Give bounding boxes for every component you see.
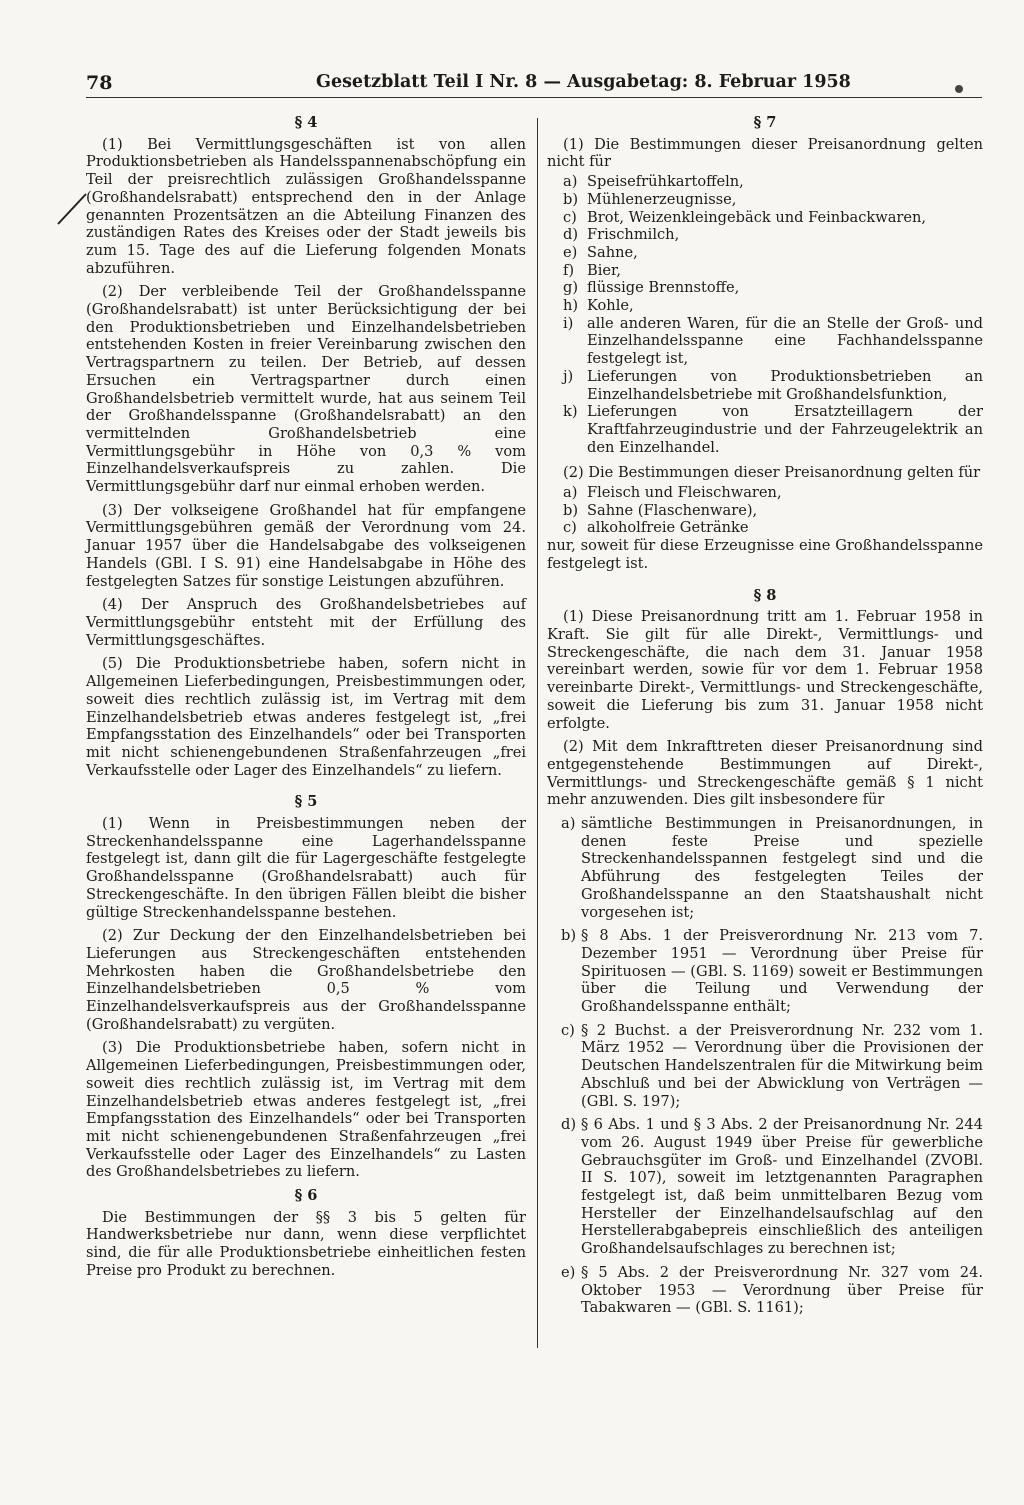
column-divider <box>537 118 538 1348</box>
header-rule <box>86 97 982 98</box>
list-item: d) Frischmilch, <box>563 226 680 244</box>
margin-slash-mark <box>56 192 88 226</box>
s4-paragraph-1: (1) Bei Vermittlungsgeschäften ist von allen Produktionsbetrieben als Handelsspannenabschöpfung ein Teil der preisrechtlich zulässigen Großhandelsspanne (Großhandelsrabatt) entsprechend den in der Anlage genannten Prozentsätzen an die Abteilung Finanzen des zuständigen Rates des Kreises oder der Stadt jeweils bis zum 15. Tage des auf die Lieferung folgenden Monats abzuführen. <box>86 135 526 277</box>
s7-intro-2: (2) Die Bestimmungen dieser Preisanordnung gelten für <box>563 464 981 482</box>
section-title-6: § 6 <box>294 1187 318 1205</box>
s5-paragraph-3: (3) Die Produktionsbetriebe haben, sofern nicht in Allgemeinen Lieferbedingungen, Preisbestimmungen oder, soweit dies rechtlich zulässig ist, im Vertrag mit dem Einzelhandelsbetrieb etwas anderes festgelegt ist, „frei Empfangsstation des Einzelhandels“ oder bei Transporten mit nicht schienengebundenen Straßenfahrzeugen „frei Verkaufsstelle oder Lager des Einzelhandels“ zu Lasten des Großhandelsbetriebes zu liefern. <box>86 1039 526 1181</box>
list-item: a) Fleisch und Fleischwaren, <box>563 484 782 502</box>
list-item: e) Sahne, <box>563 243 638 261</box>
list-item: h) Kohle, <box>563 297 634 315</box>
list-item: b) Mühlenerzeugnisse, <box>563 190 737 208</box>
s8-item: d) § 6 Abs. 1 und § 3 Abs. 2 der Preisanordnung Nr. 244 vom 26. August 1949 über Preise für gewerbliche Gebrauchsgüter im Groß- und Einzelhandel (ZVOBl. II S. 107), soweit im letztgenannten Paragraphen festgelegt ist, daß beim unmittelbaren Bezug vom Hersteller der Einzelhandelsaufschlag auf den Herstellerabgabepreis einschließlich des anteiligen Großhandelsaufschlages zu berechnen ist; <box>561 1116 983 1258</box>
list-item: i) alle anderen Waren, für die an Stelle der Groß- und Einzelhandelsspanne eine Fachhandelsspanne festgelegt ist, <box>563 314 983 368</box>
list-item: k) Lieferungen von Ersatzteillagern der Kraftfahrzeugindustrie und der Fahrzeugelektrik an den Einzelhandel. <box>563 403 983 456</box>
s4-paragraph-4: (4) Der Anspruch des Großhandelsbetriebes auf Vermittlungsgebühr entsteht mit der Erfüllung des Vermittlungsgeschäftes. <box>86 596 526 649</box>
s8-item: c) § 2 Buchst. a der Preisverordnung Nr. 232 vom 1. März 1952 — Verordnung über die Provisionen der Deutschen Handelszentralen für die Mitwirkung beim Abschluß und bei der Abwicklung von Verträgen — (GBl. S. 197); <box>561 1021 983 1110</box>
left-column <box>86 112 526 1286</box>
list-item: b) Sahne (Flaschenware), <box>563 501 758 519</box>
list-item: c) Brot, Weizenkleingebäck und Feinbackwaren, <box>563 208 927 226</box>
s6-paragraph-1: Die Bestimmungen der §§ 3 bis 5 gelten für Handwerksbetriebe nur dann, wenn diese verpflichtet sind, die für alle Produktionsbetriebe einheitlichen festen Preise pro Produkt zu berechnen. <box>86 1208 526 1279</box>
s4-paragraph-5: (5) Die Produktionsbetriebe haben, sofern nicht in Allgemeinen Lieferbedingungen, Preisbestimmungen oder, soweit dies rechtlich zulässig ist, im Vertrag mit dem Einzelhandelsbetrieb etwas anderes festgelegt ist, „frei Empfangsstation des Einzelhandels“ oder bei Transporten mit nicht schienengebundenen Straßenfahrzeugen „frei Verkaufsstelle oder Lager des Einzelhandels“ zu liefern. <box>86 655 526 779</box>
section-title-8: § 8 <box>753 586 777 604</box>
right-column <box>547 112 983 1323</box>
list-item: c) alkoholfreie Getränke <box>563 519 749 537</box>
header-title: Gesetzblatt Teil I Nr. 8 — Ausgabetag: 8. Februar 1958 <box>316 72 851 92</box>
s8-item: e) § 5 Abs. 2 der Preisverordnung Nr. 327 vom 24. Oktober 1953 — Verordnung über Preise für Tabakwaren — (GBl. S. 1161); <box>561 1263 983 1317</box>
s7-exclusion-list <box>547 173 983 456</box>
s8-paragraph-2: (2) Mit dem Inkrafttreten dieser Preisanordnung sind entgegenstehende Bestimmungen auf Direkt-, Vermittlungs- und Streckengeschäfte gemäß § 1 nicht mehr anzuwenden. Dies gilt insbesondere für <box>547 738 983 809</box>
s8-paragraph-1: (1) Diese Preisanordnung tritt am 1. Februar 1958 in Kraft. Sie gilt für alle Direkt-, Vermittlungs- und Streckengeschäfte, die nach dem 31. Januar 1958 vereinbart werden, sowie für vor dem 1. Februar 1958 vereinbarte Direkt-, Vermittlungs- und Streckengeschäfte, soweit die Lieferung bis zum 31. Januar 1958 nicht erfolgte. <box>547 608 983 732</box>
page-header <box>86 66 986 96</box>
s8-item: b) § 8 Abs. 1 der Preisverordnung Nr. 213 vom 7. Dezember 1951 — Verordnung über Preise für Spirituosen — (GBl. S. 1169) soweit er Bestimmungen über die Teilung und Verwendung der Großhandelsspanne enthält; <box>561 927 983 1016</box>
header-dot-mark <box>952 82 966 96</box>
page-number: 78 <box>86 72 113 94</box>
s4-paragraph-2: (2) Der verbleibende Teil der Großhandelsspanne (Großhandelsrabatt) ist unter Berücksichtigung der bei den Produktionsbetrieben und Einzelhandelsbetrieben entstehenden Kosten in freier Vereinbarung zwischen den Vertragspartnern zu teilen. Der Betrieb, auf dessen Ersuchen ein Vertragspartner durch einen Großhandelsbetrieb vermittelt wurde, hat aus seinem Teil der Großhandelsspanne (Großhandelsrabatt) an den vermittelnden Großhandelsbetrieb eine Vermittlungsgebühr in Höhe von 0,3 % vom Einzelhandelsverkaufspreis zu zahlen. Die Vermittlungsgebühr darf nur einmal erhoben werden. <box>86 283 526 496</box>
s7-outro: nur, soweit für diese Erzeugnisse eine Großhandelsspanne festgelegt ist. <box>547 537 983 572</box>
section-title-5: § 5 <box>294 793 318 811</box>
s5-paragraph-1: (1) Wenn in Preisbestimmungen neben der Streckenhandelsspanne eine Lagerhandelsspanne festgelegt ist, dann gilt die für Lagergeschäfte festgelegte Großhandelsspanne (Großhandelsrabatt) auch für Streckengeschäfte. In den übrigen Fällen bleibt die bisher gültige Streckenhandelsspanne bestehen. <box>86 815 526 921</box>
s7-inclusion-list <box>547 484 983 537</box>
section-title-7: § 7 <box>753 114 777 131</box>
s7-intro-1: (1) Die Bestimmungen dieser Preisanordnung gelten nicht für <box>547 135 983 171</box>
list-item: j) Lieferungen von Produktionsbetrieben an Einzelhandelsbetriebe mit Großhandelsfunktion, <box>563 367 983 403</box>
list-item: f) Bier, <box>563 261 622 279</box>
list-item: g) flüssige Brennstoffe, <box>563 279 740 297</box>
s5-paragraph-2: (2) Zur Deckung der den Einzelhandelsbetrieben bei Lieferungen aus Streckengeschäften entstehenden Mehrkosten haben die Großhandelsbetriebe den Einzelhandelsbetrieben 0,5 % vom Einzelhandelsverkaufspreis aus der Großhandelsspanne (Großhandelsrabatt) zu vergüten. <box>86 927 526 1033</box>
s8-item: a) sämtliche Bestimmungen in Preisanordnungen, in denen feste Preise und spezielle Streckenhandelsspannen festgelegt sind und die Abführung des festgelegten Teiles der Großhandelsspanne an den Staatshaushalt nicht vorgesehen ist; <box>561 815 983 921</box>
list-item: a) Speisefrühkartoffeln, <box>563 173 744 191</box>
s4-paragraph-3: (3) Der volkseigene Großhandel hat für empfangene Vermittlungsgebühren gemäß der Verordnung vom 24. Januar 1957 über die Handelsabgabe des volkseigenen Handels (GBl. I S. 91) eine Handelsabgabe in Höhe des festgelegten Satzes für sonstige Leistungen abzuführen. <box>86 501 526 590</box>
section-title-4: § 4 <box>294 114 318 131</box>
